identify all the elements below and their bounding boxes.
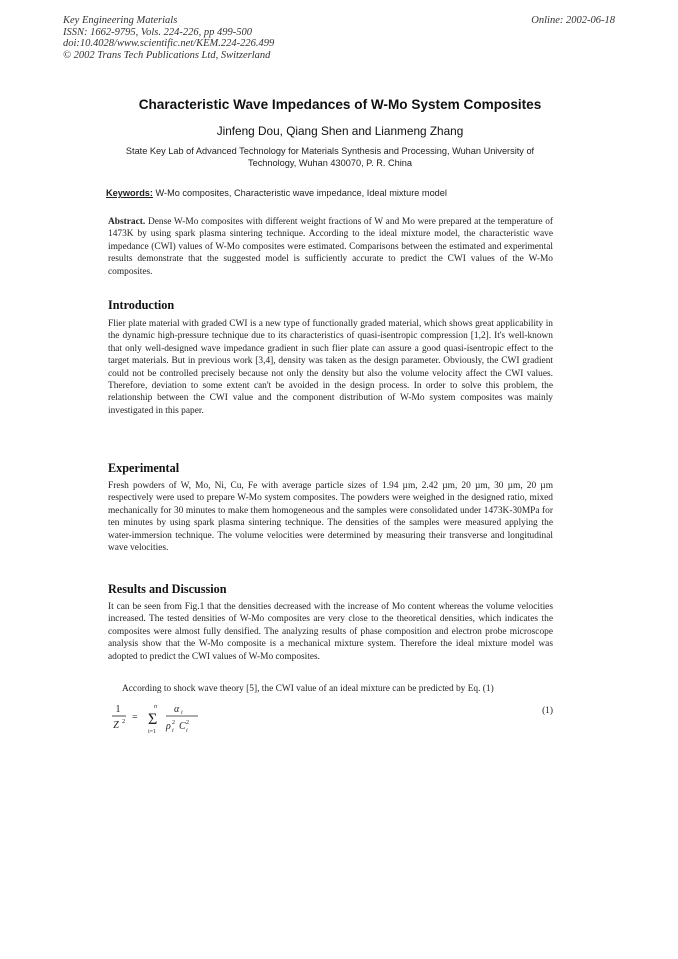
eq-sum-upper: n xyxy=(154,704,157,710)
eq-sum-lower: i=1 xyxy=(148,729,157,735)
eq-rho-exp: 2 xyxy=(172,720,175,726)
results-heading: Results and Discussion xyxy=(108,582,227,596)
eq-sigma: Σ xyxy=(148,711,158,728)
online-date: Online: 2002-06-18 xyxy=(531,15,615,26)
eq-c-exp: 2 xyxy=(186,720,189,726)
eq-c-sub: i xyxy=(186,728,188,734)
experimental-text: Fresh powders of W, Mo, Ni, Cu, Fe with average particle sizes of 1.94 µm, 2.42 µm, 20 µm, 30 µm, 20 µm respectively were used to prepare W-Mo system composites. The powders were weighed in the designed ratio, mixed mechanically for 30 minutes to make them homogeneous and the samples were consolidated under 1473K-30MPa for ten minutes by using spark plasma sintering technique. The densities of the samples were measured applying the water-immersion technique. The volume velocities were determined by measuring their transverse and longitudinal wave velocities. xyxy=(108,481,553,554)
paper-authors: Jinfeng Dou, Qiang Shen and Lianmeng Zhang xyxy=(216,124,464,138)
introduction-text: Flier plate material with graded CWI is a new type of functionally graded material, which shows great applicability in the dynamic high-pressure technique due to its characteristics of quasi-isentropic compression [1,2]. It's well-known that only well-designed wave impedance gradient in such flier plate can assure a good quasi-isentropic effect to the target materials. But in previous work [3,4], density was taken as the design parameter. Obviously, the CWI gradient could not be controlled precisely because not only the density but also the volume velocity affect the CWI values. Therefore, deviation to some extent can't be avoided in the design process. In order to solve this problem, the relationship between the CWI value and the component distribution of W-Mo system composites was mainly investigated in this paper. xyxy=(108,319,553,416)
doi-line: doi:10.4028/www.scientific.net/KEM.224-226.499 xyxy=(63,38,275,49)
eq-numerator-one: 1 xyxy=(115,704,121,715)
keywords-label: Keywords: xyxy=(106,188,153,198)
abstract-label: Abstract. xyxy=(108,217,146,227)
eq-rho: ρ xyxy=(166,721,171,732)
abstract-text: Dense W-Mo composites with different weight fractions of W and Mo were prepared at the temperature of 1473K by using spark plasma sintering technique. According to the ideal mixture model, the characteristic wave impedance (CWI) values of W-Mo composites were estimated. Comparisons between the estimated and experimental results demonstrate that the suggested model is sufficiently accurate to predict the CWI values of the W-Mo composites. xyxy=(108,217,553,277)
eq-alpha: α xyxy=(174,704,180,715)
issn-line: ISSN: 1662-9795, Vols. 224-226, pp 499-500 xyxy=(63,26,252,38)
affiliation: State Key Lab of Advanced Technology for Materials Synthesis and Processing, Wuhan University of Technology, Wuhan 430070, P. R. China xyxy=(125,146,535,168)
introduction-heading: Introduction xyxy=(108,298,175,312)
experimental-heading: Experimental xyxy=(108,461,180,475)
results-text-eq-intro: According to shock wave theory [5], the CWI value of an ideal mixture can be predicted by Eq. (1) xyxy=(122,684,494,694)
keywords-line xyxy=(106,188,566,198)
copyright-line: © 2002 Trans Tech Publications Ltd, Switzerland xyxy=(63,49,271,61)
journal-header xyxy=(63,15,274,61)
eq-equals: = xyxy=(132,712,138,723)
eq-alpha-sub: i xyxy=(181,710,183,716)
eq-z-exponent: 2 xyxy=(122,718,126,725)
eq-rho-sub: i xyxy=(172,728,174,734)
equation-1 xyxy=(108,700,553,736)
eq-c: C xyxy=(179,721,186,732)
equation-number: (1) xyxy=(542,706,553,716)
results-text: It can be seen from Fig.1 that the densities decreased with the increase of Mo content whereas the volume velocities increased. The tested densities of W-Mo composites are very close to the theoretical densities, which indicates the composites were almost fully densified. The analyzing results of phase composition and electron probe microscope analysis show that the W-Mo composite is a mechanical mixture system. Therefore the ideal mixture model was adopted to predict the CWI values of W-Mo composites. xyxy=(108,602,553,662)
journal-name: Key Engineering Materials xyxy=(63,15,178,26)
paper-title: Characteristic Wave Impedances of W-Mo System Composites xyxy=(138,97,542,112)
keywords-text: W-Mo composites, Characteristic wave impedance, Ideal mixture model xyxy=(155,188,447,198)
abstract xyxy=(108,216,553,278)
equation-formula xyxy=(112,700,232,736)
eq-denominator-z: Z xyxy=(113,720,119,731)
